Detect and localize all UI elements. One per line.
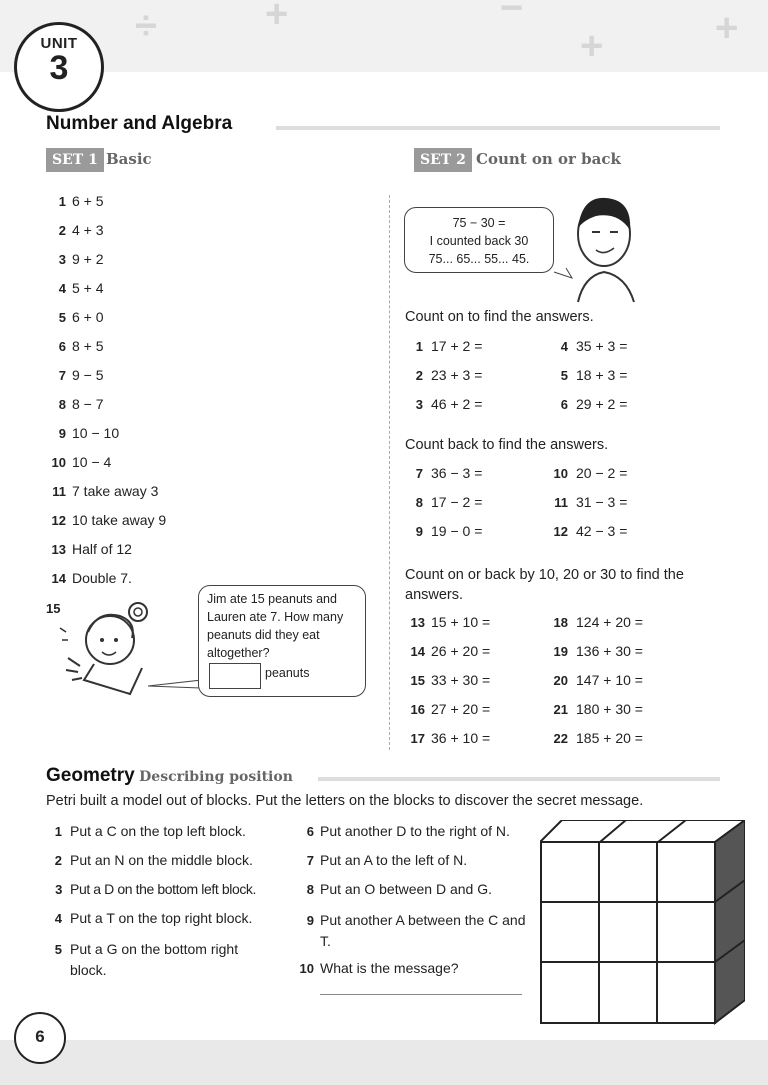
set2-item [546, 494, 627, 510]
item-number: 12 [553, 524, 568, 539]
item-number: 2 [54, 853, 62, 868]
block-model [540, 820, 745, 1025]
block-bottom-middle[interactable] [601, 964, 655, 1021]
bubble-line-2: I counted back 30 [429, 234, 529, 248]
item-number: 21 [553, 702, 568, 717]
item-number: 3 [58, 252, 66, 267]
item-question: 5 + 4 [72, 280, 104, 296]
geometry-item [46, 881, 256, 897]
item-number: 7 [58, 368, 66, 383]
set2-item [405, 494, 482, 510]
item-question: 42 − 3 = [576, 523, 628, 539]
item-question: 8 − 7 [72, 396, 104, 412]
item-question: 33 + 30 = [431, 672, 491, 688]
set1-item [46, 570, 132, 586]
item-question: 35 + 3 = [576, 338, 628, 354]
set2-item [546, 614, 643, 630]
block-top-middle[interactable] [601, 844, 655, 900]
geometry-subtitle: Describing position [139, 769, 293, 785]
item-question: 10 take away 9 [72, 512, 167, 528]
item-number: 10 [299, 961, 314, 976]
set2-item [405, 338, 482, 354]
item-number: 8 [415, 495, 423, 510]
title-rule [318, 777, 720, 781]
item-question: 6 + 0 [72, 309, 104, 325]
item-question: 180 + 30 = [576, 701, 643, 717]
item-number: 11 [52, 484, 66, 499]
section-title-number-algebra: Number and Algebra [46, 113, 233, 134]
item-question: 7 take away 3 [72, 483, 159, 499]
column-divider [389, 195, 390, 750]
item-number: 12 [51, 513, 66, 528]
set1-item [46, 454, 111, 470]
item-text: Put another A between the C and T. [320, 912, 526, 949]
item-question: 36 + 10 = [431, 730, 491, 746]
item-question: 185 + 20 = [576, 730, 643, 746]
block-middle[interactable] [601, 904, 655, 960]
item-question: 17 + 2 = [431, 338, 483, 354]
item-number: 15 [46, 601, 61, 616]
set2-item [546, 465, 627, 481]
bubble-line-1: 75 − 30 = [452, 216, 506, 230]
set1-item [46, 512, 166, 528]
set1-item [46, 193, 104, 209]
geometry-item [296, 960, 459, 976]
set1-item [46, 541, 132, 557]
item-number: 22 [553, 731, 568, 746]
instruction-count-back: Count back to find the answers. [405, 437, 609, 453]
item-number: 14 [51, 571, 66, 586]
instruction-count-on: Count on to find the answers. [405, 309, 594, 325]
item-question: 10 − 4 [72, 454, 112, 470]
item-number: 7 [415, 466, 423, 481]
set2-item [546, 730, 643, 746]
item-number: 14 [410, 644, 425, 659]
section-title-geometry: Geometry [46, 765, 135, 786]
item-text: What is the message? [320, 960, 459, 976]
cube-top-face [540, 820, 745, 842]
set2-item [403, 672, 490, 688]
item-number: 1 [58, 194, 66, 209]
plus-decoration-icon: + [580, 24, 604, 68]
item-number: 10 [51, 455, 66, 470]
set2-item [546, 701, 643, 717]
item-question: 147 + 10 = [576, 672, 643, 688]
item-number: 6 [58, 339, 66, 354]
item-question: 18 + 3 = [576, 367, 628, 383]
item-number: 6 [306, 824, 314, 839]
q15-unit-label: peanuts [265, 666, 310, 680]
item-question: 15 + 10 = [431, 614, 491, 630]
geometry-item [46, 910, 252, 926]
set2-item [405, 396, 482, 412]
item-number: 8 [306, 882, 314, 897]
plus-decoration-icon: + [265, 0, 289, 36]
set2-item [403, 701, 490, 717]
unit-number: 3 [49, 49, 69, 87]
item-number: 5 [58, 310, 66, 325]
item-question: Half of 12 [72, 541, 132, 557]
item-number: 4 [54, 911, 62, 926]
set1-name: Basic [106, 150, 152, 168]
item-number: 8 [58, 397, 66, 412]
block-bottom-left[interactable] [543, 964, 597, 1021]
footer-band [0, 1040, 768, 1085]
set1-item [46, 280, 104, 296]
geometry-item [296, 910, 532, 952]
boy-illustration [548, 190, 658, 305]
item-text: Put another D to the right of N. [320, 823, 510, 839]
item-number: 10 [553, 466, 568, 481]
item-question: 4 + 3 [72, 222, 104, 238]
item-question: 6 + 5 [72, 193, 104, 209]
item-text: Put a C on the top left block. [70, 823, 246, 839]
set2-item [546, 672, 643, 688]
item-question: 17 − 2 = [431, 494, 483, 510]
set2-speech-bubble [404, 207, 554, 273]
set2-item [403, 643, 490, 659]
page-number: 6 [35, 1027, 45, 1046]
title-rule [276, 126, 720, 130]
item-question: 9 + 2 [72, 251, 104, 267]
page-number-badge [14, 1012, 66, 1064]
item-text: Put a T on the top right block. [70, 910, 253, 926]
q15-question: Jim ate 15 peanuts and Lauren ate 7. How many peanuts did they eat altogether? [207, 592, 344, 660]
set2-item [405, 523, 482, 539]
geometry-item [296, 881, 492, 897]
item-question: 29 + 2 = [576, 396, 628, 412]
set2-tag: SET 2 [414, 148, 472, 172]
item-number: 1 [415, 339, 423, 354]
set2-item [405, 367, 482, 383]
item-text: Put an O between D and G. [320, 881, 492, 897]
item-question: 8 + 5 [72, 338, 104, 354]
item-number: 3 [55, 882, 62, 897]
item-number: 5 [560, 368, 568, 383]
header-band [0, 0, 768, 72]
item-question: 27 + 20 = [431, 701, 491, 717]
item-question: 23 + 3 = [431, 367, 483, 383]
item-number: 7 [306, 853, 314, 868]
item-question: 20 − 2 = [576, 465, 628, 481]
plus-decoration-icon: + [715, 6, 739, 50]
set1-item [46, 222, 104, 238]
set2-item [546, 643, 643, 659]
instruction-count-by: Count on or back by 10, 20 or 30 to find the answers. [405, 567, 684, 603]
item-question: 124 + 20 = [576, 614, 643, 630]
item-question: 19 − 0 = [431, 523, 483, 539]
item-number: 13 [51, 542, 66, 557]
unit-badge [14, 22, 104, 112]
item-number: 5 [54, 942, 62, 957]
geometry-heading [46, 765, 293, 787]
set2-item [546, 523, 627, 539]
item-question: 26 + 20 = [431, 643, 491, 659]
set1-item [46, 251, 104, 267]
item-question: 136 + 30 = [576, 643, 643, 659]
item-question: 31 − 3 = [576, 494, 628, 510]
item-number: 9 [58, 426, 66, 441]
set1-item [46, 483, 158, 499]
set1-tag: SET 1 [46, 148, 104, 172]
item-question: Double 7. [72, 570, 132, 586]
q15-answer-box[interactable] [209, 663, 261, 689]
item-number: 11 [554, 495, 568, 510]
block-middle-left[interactable] [543, 904, 597, 960]
item-number: 9 [306, 913, 314, 928]
item-number: 15 [410, 673, 425, 688]
item-number: 2 [415, 368, 423, 383]
unit-label: UNIT [40, 35, 78, 52]
block-top-right[interactable] [659, 844, 713, 900]
set2-name: Count on or back [476, 150, 621, 168]
geometry-item [46, 939, 276, 981]
item-number: 19 [553, 644, 568, 659]
geometry-item [46, 823, 246, 839]
divide-decoration-icon: ÷ [135, 4, 157, 48]
set2-item [550, 367, 627, 383]
item-number: 13 [410, 615, 425, 630]
item-question: 46 + 2 = [431, 396, 483, 412]
item-number: 9 [415, 524, 423, 539]
item-text: Put a G on the bottom right block. [70, 941, 239, 978]
item-number: 20 [553, 673, 568, 688]
set2-item [405, 465, 482, 481]
item-number: 4 [560, 339, 568, 354]
message-answer-line[interactable] [320, 993, 522, 995]
block-top-left[interactable] [543, 844, 597, 900]
set2-item [403, 614, 490, 630]
geometry-item [296, 823, 510, 839]
item-number: 2 [58, 223, 66, 238]
set1-item [46, 338, 104, 354]
set1-item [46, 396, 104, 412]
item-text: Put a D on the bottom left block. [70, 881, 257, 897]
item-number: 3 [415, 397, 423, 412]
item-question: 10 − 10 [72, 425, 120, 441]
block-bottom-right[interactable] [659, 964, 713, 1021]
minus-decoration-icon: − [500, 0, 524, 30]
item-number: 4 [58, 281, 66, 296]
set1-item [46, 309, 104, 325]
item-question: 36 − 3 = [431, 465, 483, 481]
geometry-item [46, 852, 253, 868]
item-text: Put an A to the left of N. [320, 852, 468, 868]
bubble-line-3: 75... 65... 55... 45. [428, 252, 530, 266]
item-number: 16 [410, 702, 425, 717]
item-number: 17 [410, 731, 425, 746]
set1-item [46, 425, 119, 441]
cube-side-face [715, 820, 745, 1023]
item-number: 1 [54, 824, 62, 839]
geometry-intro: Petri built a model out of blocks. Put the letters on the blocks to discover the secret message. [46, 793, 644, 809]
geometry-item [296, 852, 467, 868]
set2-item [550, 338, 627, 354]
item-number: 6 [560, 397, 568, 412]
item-text: Put an N on the middle block. [70, 852, 253, 868]
item-number: 18 [553, 615, 568, 630]
set1-item [46, 367, 104, 383]
item-question: 9 − 5 [72, 367, 104, 383]
set2-item [403, 730, 490, 746]
set2-item [550, 396, 627, 412]
block-middle-right[interactable] [659, 904, 713, 960]
